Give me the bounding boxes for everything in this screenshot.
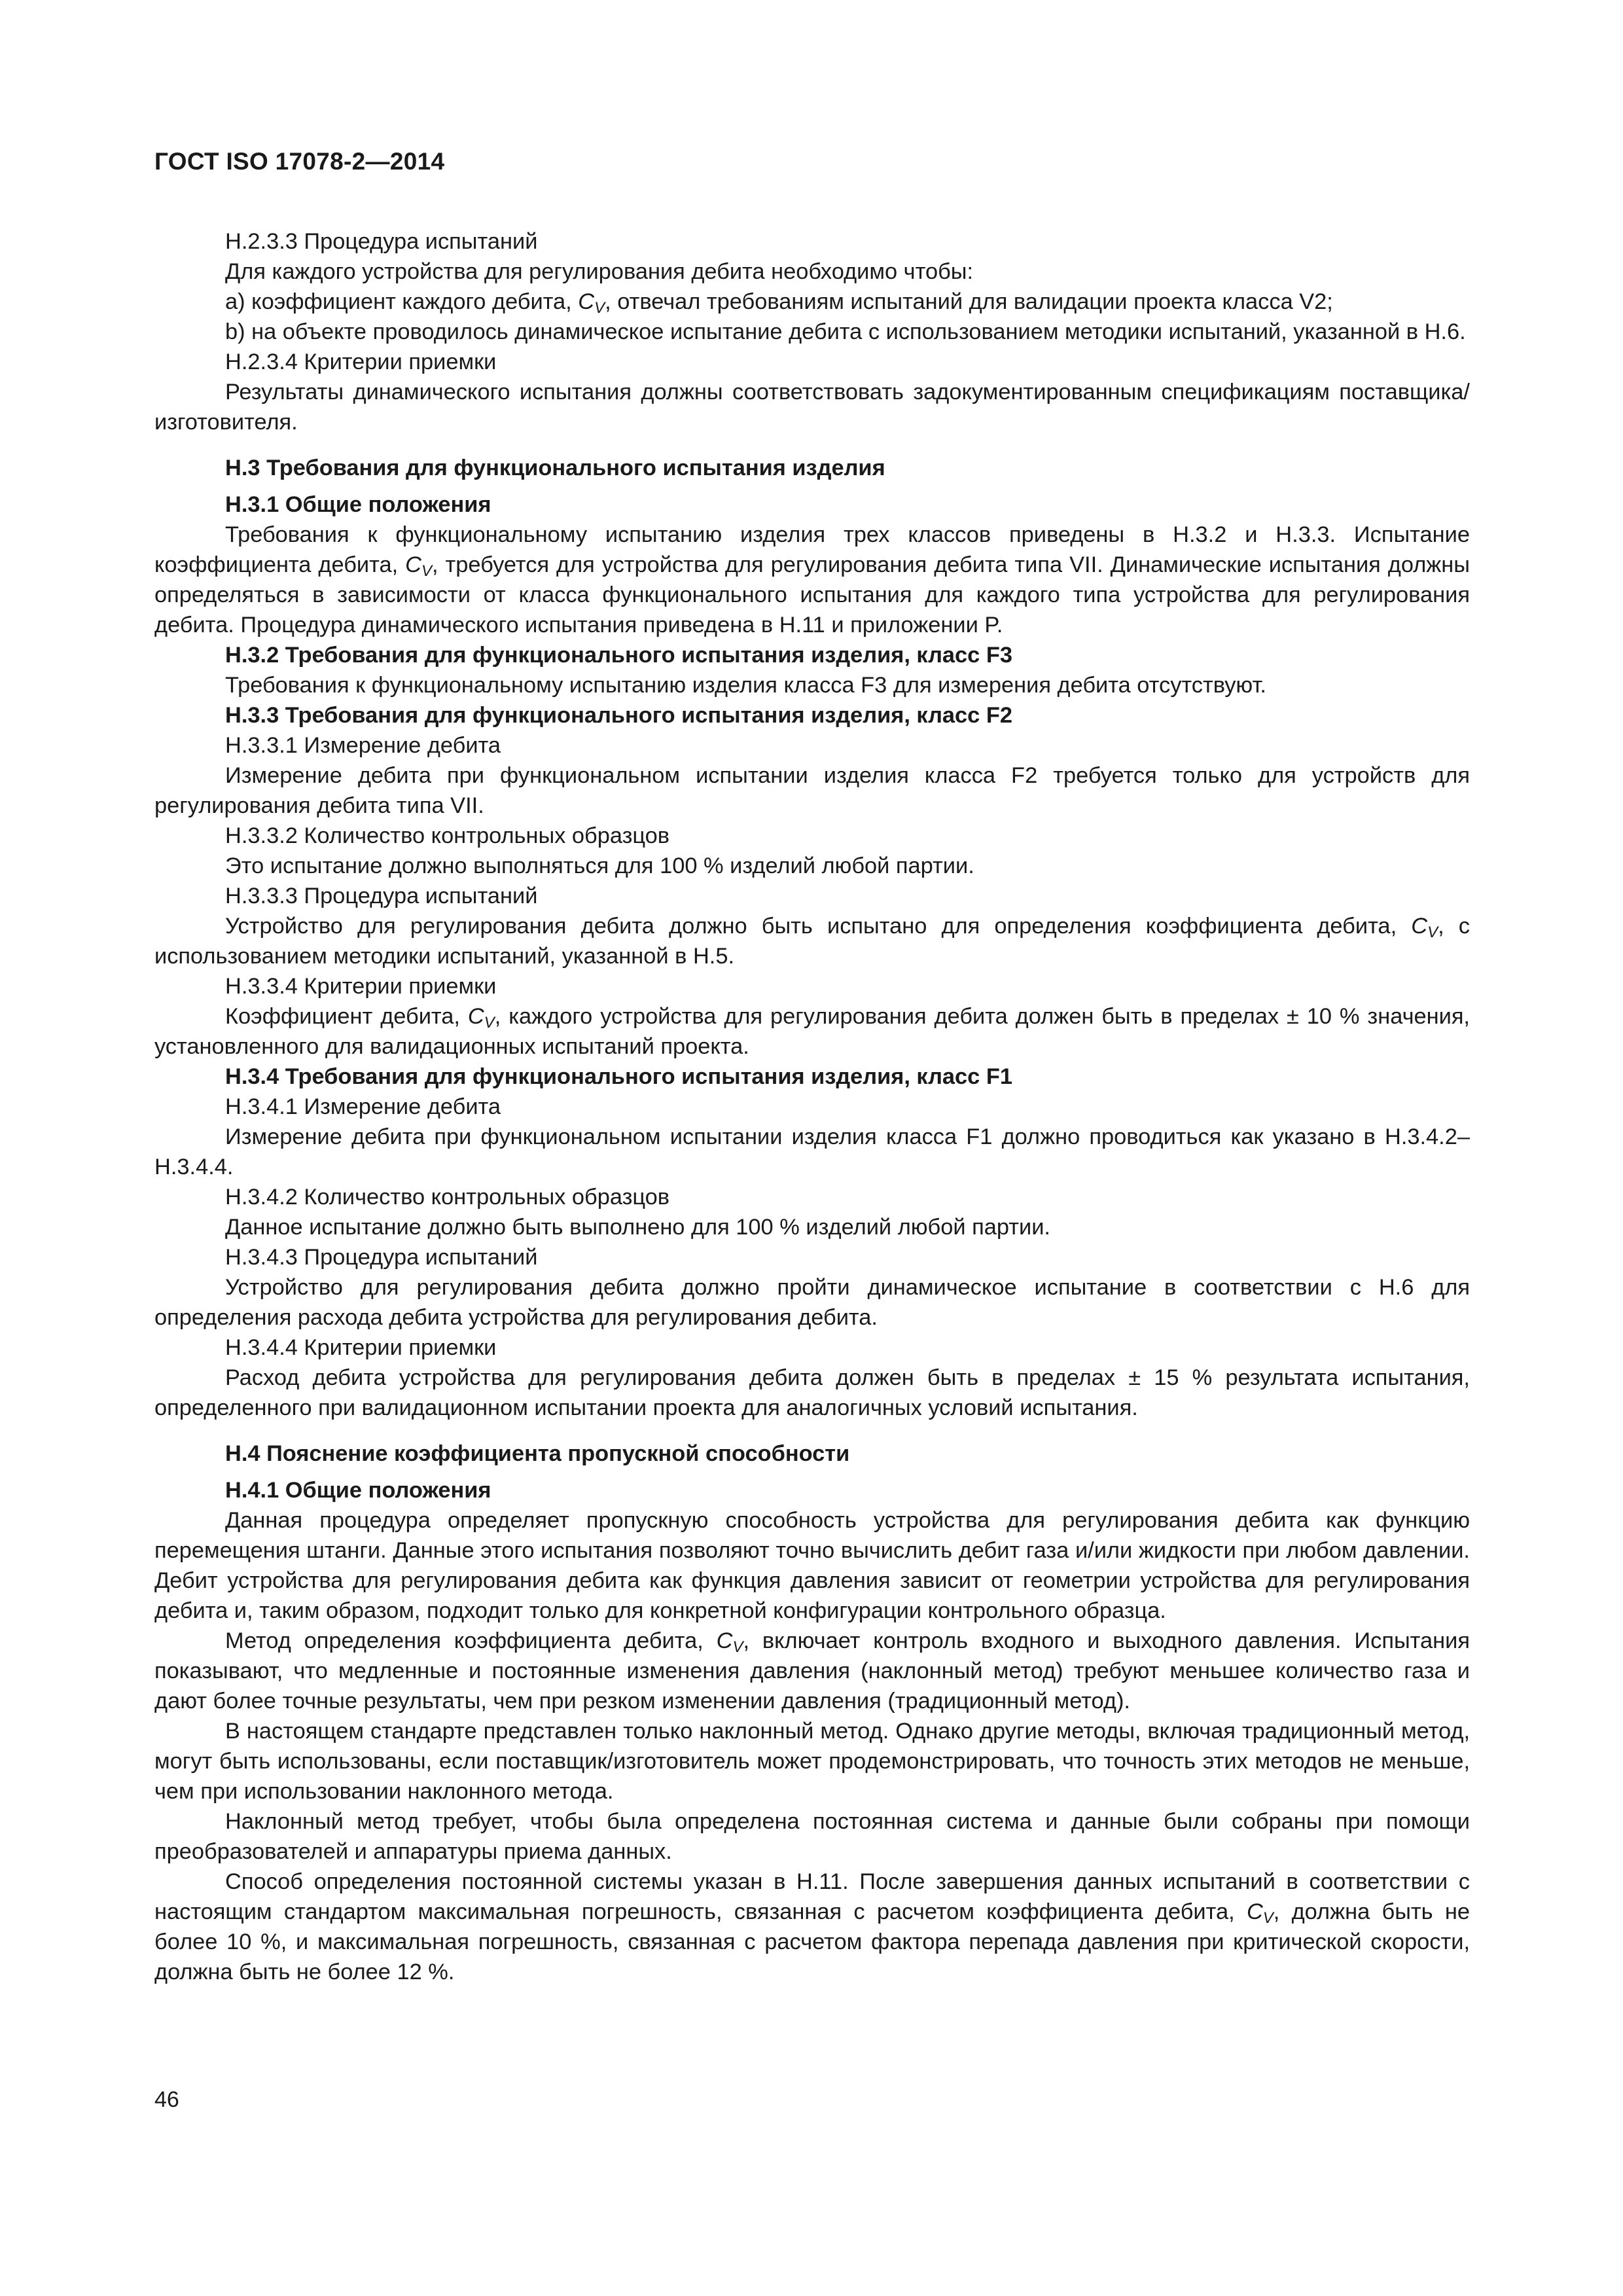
paragraph: Измерение дебита при функциональном испытании изделия класса F1 должно проводиться как указано в H.3.4.2–H.3.4.4. <box>154 1124 1470 1179</box>
paragraph: Устройство для регулирования дебита должно пройти динамическое испытание в соответствии с H.6 для определения расхода дебита устройства для регулирования дебита. <box>154 1275 1470 1330</box>
paragraph: H.3.3.4 Критерии приемки <box>225 974 497 999</box>
paragraph: H.3.4.3 Процедура испытаний <box>225 1245 538 1270</box>
subsection-heading: H.3.1 Общие положения <box>225 492 491 517</box>
running-header: ГОСТ ISO 17078-2—2014 <box>154 148 445 175</box>
cv-symbol: $C_V$ <box>405 552 432 580</box>
paragraph: H.2.3.3 Процедура испытаний <box>225 229 538 254</box>
text-run: , включает контроль входного и выходного давления. Испытания показывают, что медленные и постоянные изменения давления (наклонный метод) требуют меньшее количество газа и дают более точные результаты, чем при резком изменении давления (традиционный метод). <box>154 1628 1470 1713</box>
paragraph: H.3.3.2 Количество контрольных образцов <box>225 823 670 848</box>
text-run: Устройство для регулирования дебита должно быть испытано для определения коэффициента дебита, <box>225 914 1412 939</box>
paragraph: Данная процедура определяет пропускную способность устройства для регулирования дебита как функцию перемещения штанги. Данные этого испытания позволяют точно вычислить дебит газа и/или жидкости при любом давлении. Дебит устройства для регулирования дебита как функция давления зависит от геометрии устройства для регулирования дебита и, таким образом, подходит только для конкретной конфигурации контрольного образца. <box>154 1508 1470 1623</box>
text-run: а) коэффициент каждого дебита, <box>225 289 579 314</box>
paragraph: H.2.3.4 Критерии приемки <box>225 350 497 374</box>
paragraph <box>154 911 1470 971</box>
paragraph <box>154 520 1470 640</box>
document-body <box>154 226 1470 1987</box>
cv-symbol: $C_V$ <box>578 289 605 317</box>
paragraph: Данное испытание должно быть выполнено для 100 % изделий любой партии. <box>225 1215 1050 1240</box>
paragraph: H.3.3.3 Процедура испытаний <box>225 884 538 908</box>
subsection-heading: H.4.1 Общие положения <box>225 1478 491 1503</box>
cv-symbol: $C_V$ <box>716 1628 743 1656</box>
text-run: , каждого устройства для регулирования дебита должен быть в пределах ± 10 % значения, установленного для валидационных испытаний проекта. <box>154 1004 1470 1059</box>
paragraph: Результаты динамического испытания должны соответствовать задокументированным спецификациям поставщика/изготовителя. <box>154 380 1470 435</box>
paragraph: Измерение дебита при функциональном испытании изделия класса F2 требуется только для устройств для регулирования дебита типа VII. <box>154 763 1470 818</box>
cv-symbol: $C_V$ <box>1246 1899 1274 1927</box>
paragraph: H.3.4.4 Критерии приемки <box>225 1335 497 1360</box>
text-run: , с использованием методики испытаний, указанной в H.5. <box>154 914 1470 969</box>
paragraph <box>154 1867 1470 1987</box>
paragraph: Наклонный метод требует, чтобы была определена постоянная система и данные были собраны при помощи преобразователей и аппаратуры приема данных. <box>154 1809 1470 1864</box>
paragraph: H.3.4.1 Измерение дебита <box>225 1094 501 1119</box>
section-heading: H.4 Пояснение коэффициента пропускной способности <box>225 1441 850 1466</box>
paragraph: Требования к функциональному испытанию изделия класса F3 для измерения дебита отсутствуют. <box>225 673 1266 698</box>
text-run: Метод определения коэффициента дебита, <box>225 1628 717 1653</box>
page-number: 46 <box>154 2087 179 2112</box>
text-run: Коэффициент дебита, <box>225 1004 468 1029</box>
paragraph: H.3.3.1 Измерение дебита <box>225 733 501 758</box>
cv-symbol: $C_V$ <box>1411 914 1438 941</box>
paragraph: В настоящем стандарте представлен только наклонный метод. Однако другие методы, включая традиционный метод, могут быть использованы, если поставщик/изготовитель может продемонстрировать, что точность этих методов не меньше, чем при использовании наклонного метода. <box>154 1719 1470 1804</box>
paragraph: b) на объекте проводилось динамическое испытание дебита с использованием методики испытаний, указанной в H.6. <box>225 319 1466 344</box>
paragraph <box>154 1626 1470 1716</box>
text-run: , отвечал требованиям испытаний для валидации проекта класса V2; <box>605 289 1333 314</box>
paragraph: Для каждого устройства для регулирования дебита необходимо чтобы: <box>225 259 974 284</box>
section-heading: H.3 Требования для функционального испытания изделия <box>225 456 885 480</box>
subsection-heading: H.3.3 Требования для функционального испытания изделия, класс F2 <box>225 703 1012 728</box>
subsection-heading: H.3.2 Требования для функционального испытания изделия, класс F3 <box>225 643 1012 668</box>
paragraph <box>154 1001 1470 1062</box>
cv-symbol: $C_V$ <box>467 1004 495 1031</box>
subsection-heading: H.3.4 Требования для функционального испытания изделия, класс F1 <box>225 1064 1012 1089</box>
paragraph: Это испытание должно выполняться для 100 % изделий любой партии. <box>225 853 974 878</box>
paragraph: Расход дебита устройства для регулирования дебита должен быть в пределах ± 15 % результата испытания, определенного при валидационном испытании проекта для аналогичных условий испытания. <box>154 1365 1470 1420</box>
text-run: Способ определения постоянной системы указан в H.11. После завершения данных испытаний в соответствии с настоящим стандартом максимальная погрешность, связанная с расчетом коэффициента дебита, <box>154 1869 1470 1924</box>
paragraph: H.3.4.2 Количество контрольных образцов <box>225 1185 670 1210</box>
paragraph <box>154 287 1470 317</box>
text-run: Требования к функциональному испытанию изделия трех классов приведены в H.3.2 и H.3.3. Испытание коэффициента дебита, <box>154 522 1470 577</box>
text-run: , должна быть не более 10 %, и максимальная погрешность, связанная с расчетом фактора перепада давления при критической скорости, должна быть не более 12 %. <box>154 1899 1470 1984</box>
text-run: , требуется для устройства для регулирования дебита типа VII. Динамические испытания должны определяться в зависимости от класса функционального испытания для каждого типа устройства для регулирования дебита. Процедура динамического испытания приведена в H.11 и приложении P. <box>154 552 1470 637</box>
